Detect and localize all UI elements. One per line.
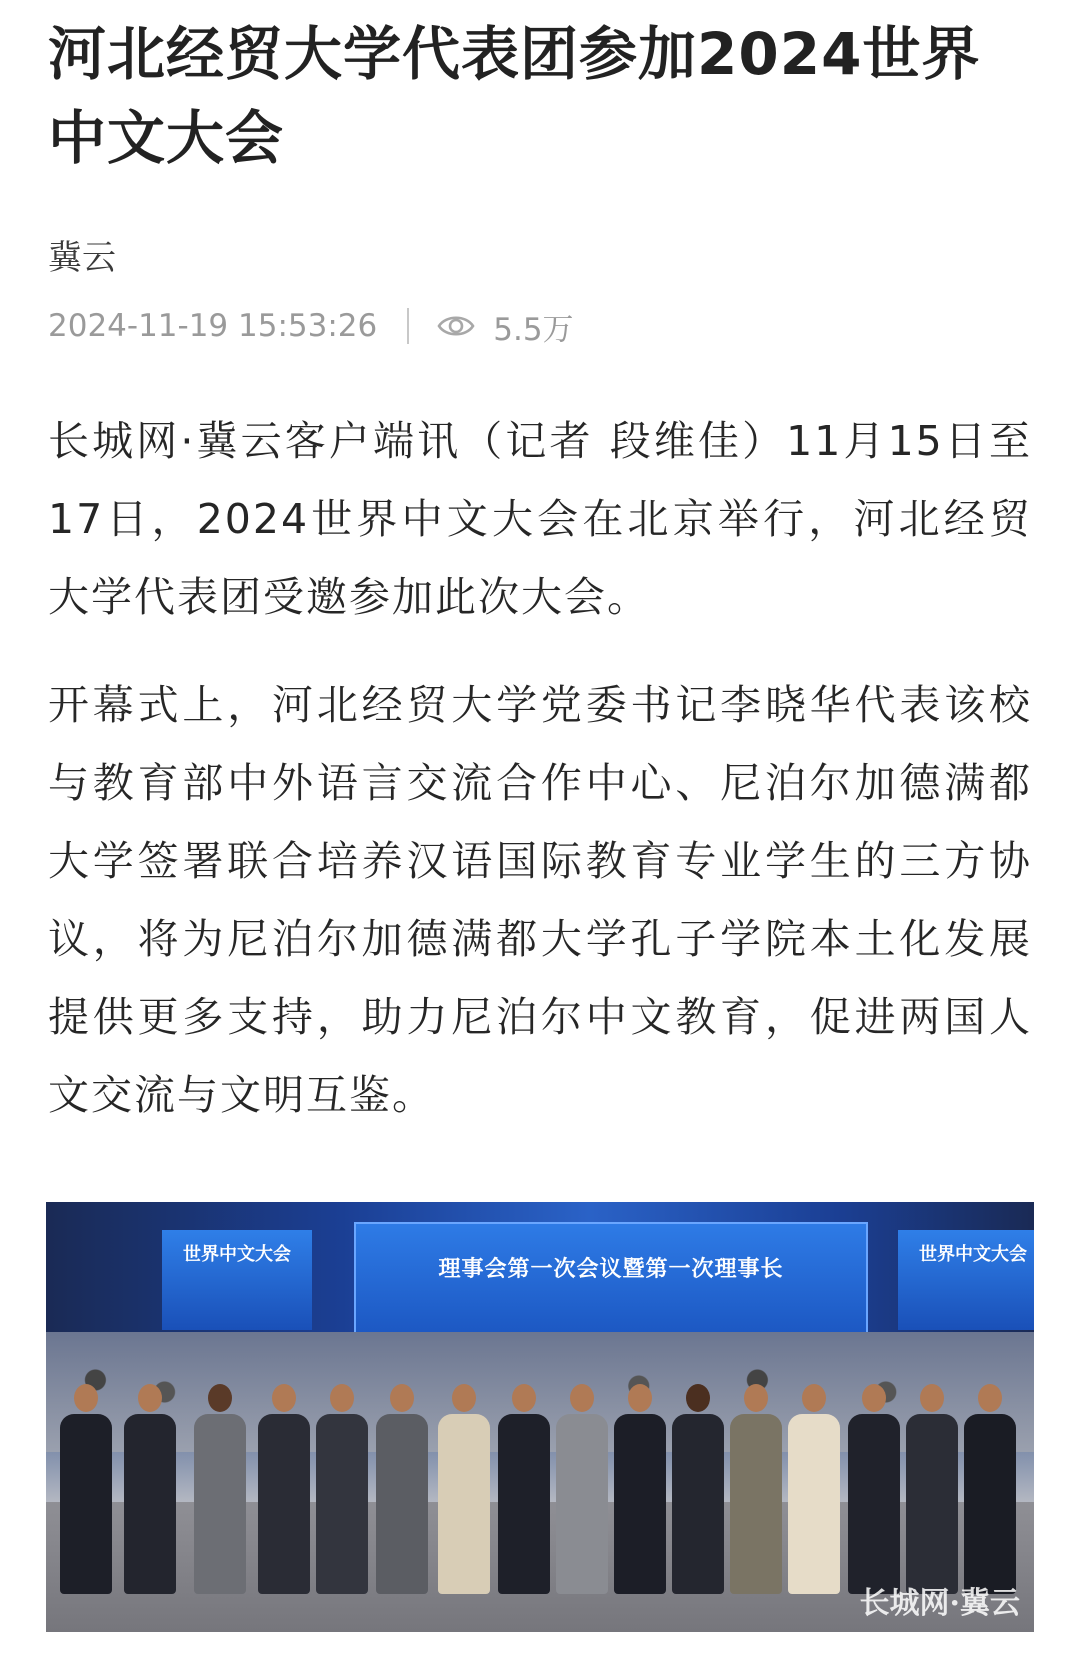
side-screen-left-text: 世界中文大会 [183,1244,291,1265]
meta-divider [407,308,409,344]
group-person [614,1384,666,1594]
article-source[interactable]: 冀云 [48,238,116,278]
article-paragraph: 开幕式上，河北经贸大学党委书记李晓华代表该校与教育部中外语言交流合作中心、尼泊尔加德满都大学签署联合培养汉语国际教育专业学生的三方协议，将为尼泊尔加德满都大学孔子学院本土化发展提供更多支持，助力尼泊尔中文教育，促进两国人文交流与文明互鉴。 [48,681,1032,1119]
side-screen-right-text: 世界中文大会 [919,1244,1027,1265]
group-person [316,1384,368,1594]
group-person [964,1384,1016,1594]
group-person [672,1384,724,1594]
group-person [376,1384,428,1594]
side-screen-right [898,1230,1034,1330]
group-person [498,1384,550,1594]
main-screen [354,1222,868,1338]
article-title: 河北经贸大学代表团参加2024世界中文大会 [48,20,981,172]
group-person [848,1384,900,1594]
group-person [906,1384,958,1594]
photo-watermark: 长城网·冀云 [859,1586,1020,1621]
publish-datetime: 2024-11-19 15:53:26 [48,308,378,344]
group-person [438,1384,490,1594]
group-person [556,1384,608,1594]
group-person [124,1384,176,1594]
group-person [258,1384,310,1594]
eye-icon [437,312,475,340]
article-paragraph: 长城网·冀云客户端讯（记者 段维佳）11月15日至17日，2024世界中文大会在北京举行，河北经贸大学代表团受邀参加此次大会。 [48,417,1032,621]
article-meta [48,306,1032,346]
article [48,0,1032,1134]
group-person [194,1384,246,1594]
view-count: 5.5万 [493,311,574,348]
group-person [730,1384,782,1594]
group-person [788,1384,840,1594]
article-photo[interactable] [46,1202,1034,1632]
group-person [60,1384,112,1594]
main-screen-text: 理事会第一次会议暨第一次理事长 [438,1257,784,1282]
side-screen-left [162,1230,312,1330]
